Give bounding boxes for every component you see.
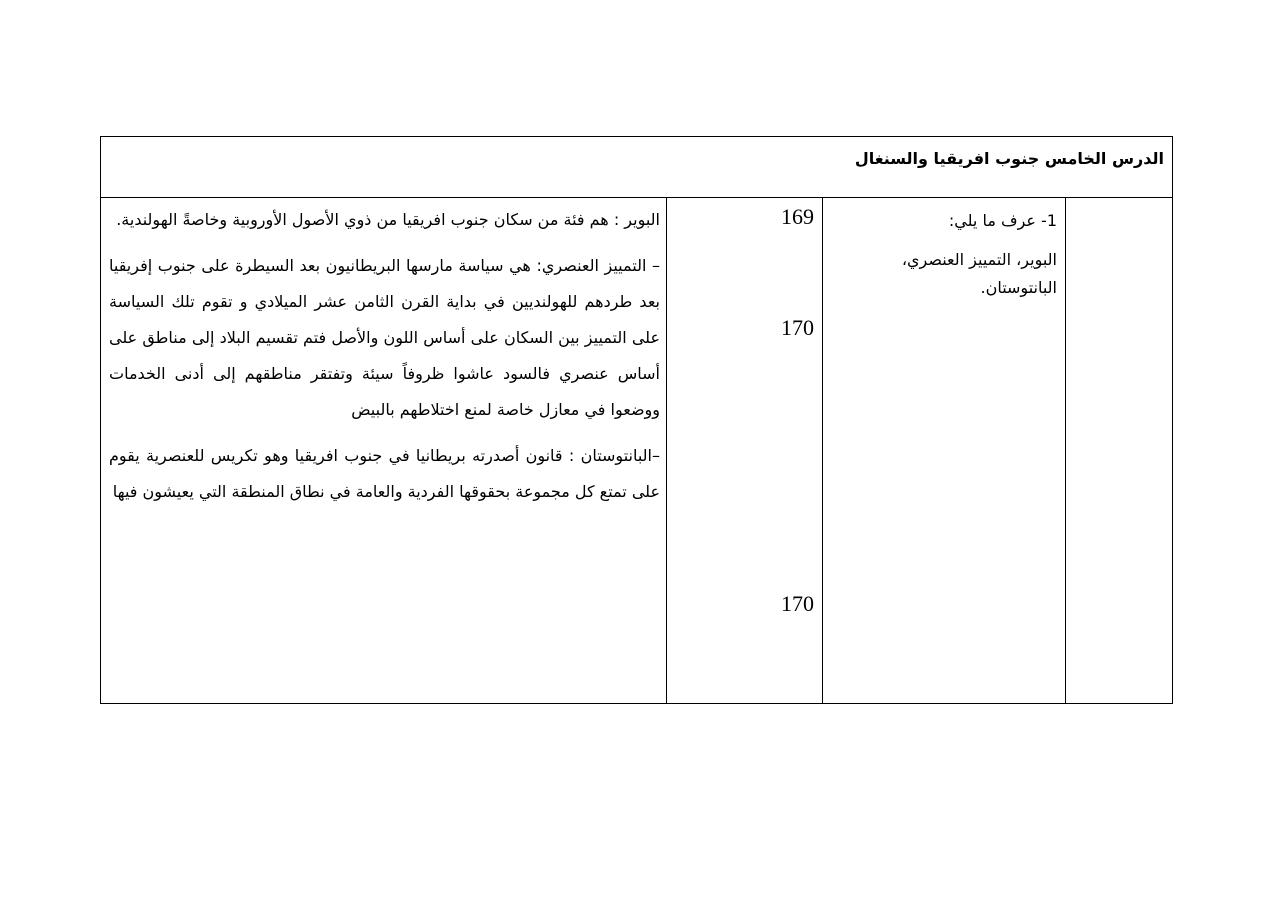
objective-text — [831, 202, 1057, 302]
objective-cell — [823, 198, 1066, 703]
lesson-table — [100, 136, 1173, 704]
page-numbers-cell — [667, 198, 823, 703]
paragraph-apartheid: – التمييز العنصري: هي سياسة مارسها البريطانيون بعد السيطرة على جنوب إفريقيا بعد طردهم للهولنديين في بداية القرن الثامن عشر الميلادي و تقوم تلك السياسة على التمييز بين السكان على أساس اللون والأصل فتم تقسيم البلاد إلى مناطق على أساس عنصري فالسود عاشوا ظروفاً سيئة وتفتقر مناطقهم إلى أدنى الخدمات ووضعوا في معازل خاصة لمنع اختلاطهم بالبيض — [109, 256, 660, 419]
lesson-title: الدرس الخامس جنوب افريقيا والسنغال — [854, 149, 1164, 168]
objective-body: البوير، التمييز العنصري، البانتوستان. — [901, 250, 1057, 297]
page-number: 170 — [781, 591, 814, 616]
page-number: 169 — [781, 204, 814, 229]
title-row — [101, 137, 1172, 198]
objective-heading: 1- عرف ما يلي: — [948, 211, 1057, 230]
paragraph-bantustan: –البانتوستان : قانون أصدرته بريطانيا في جنوب افريقيا وهو تكريس للعنصرية يقوم على تمتع كل مجموعة بحقوقها الفردية والعامة في نطاق المنطقة التي يعيشون فيها — [109, 446, 660, 501]
content-cell — [101, 198, 667, 703]
page-number: 170 — [781, 315, 814, 340]
content-text — [109, 202, 660, 510]
empty-cell — [1066, 198, 1172, 703]
paragraph-boers: البوير : هم فئة من سكان جنوب افريقيا من ذوي الأصول الأوروبية وخاصةً الهولندية. — [116, 210, 660, 229]
